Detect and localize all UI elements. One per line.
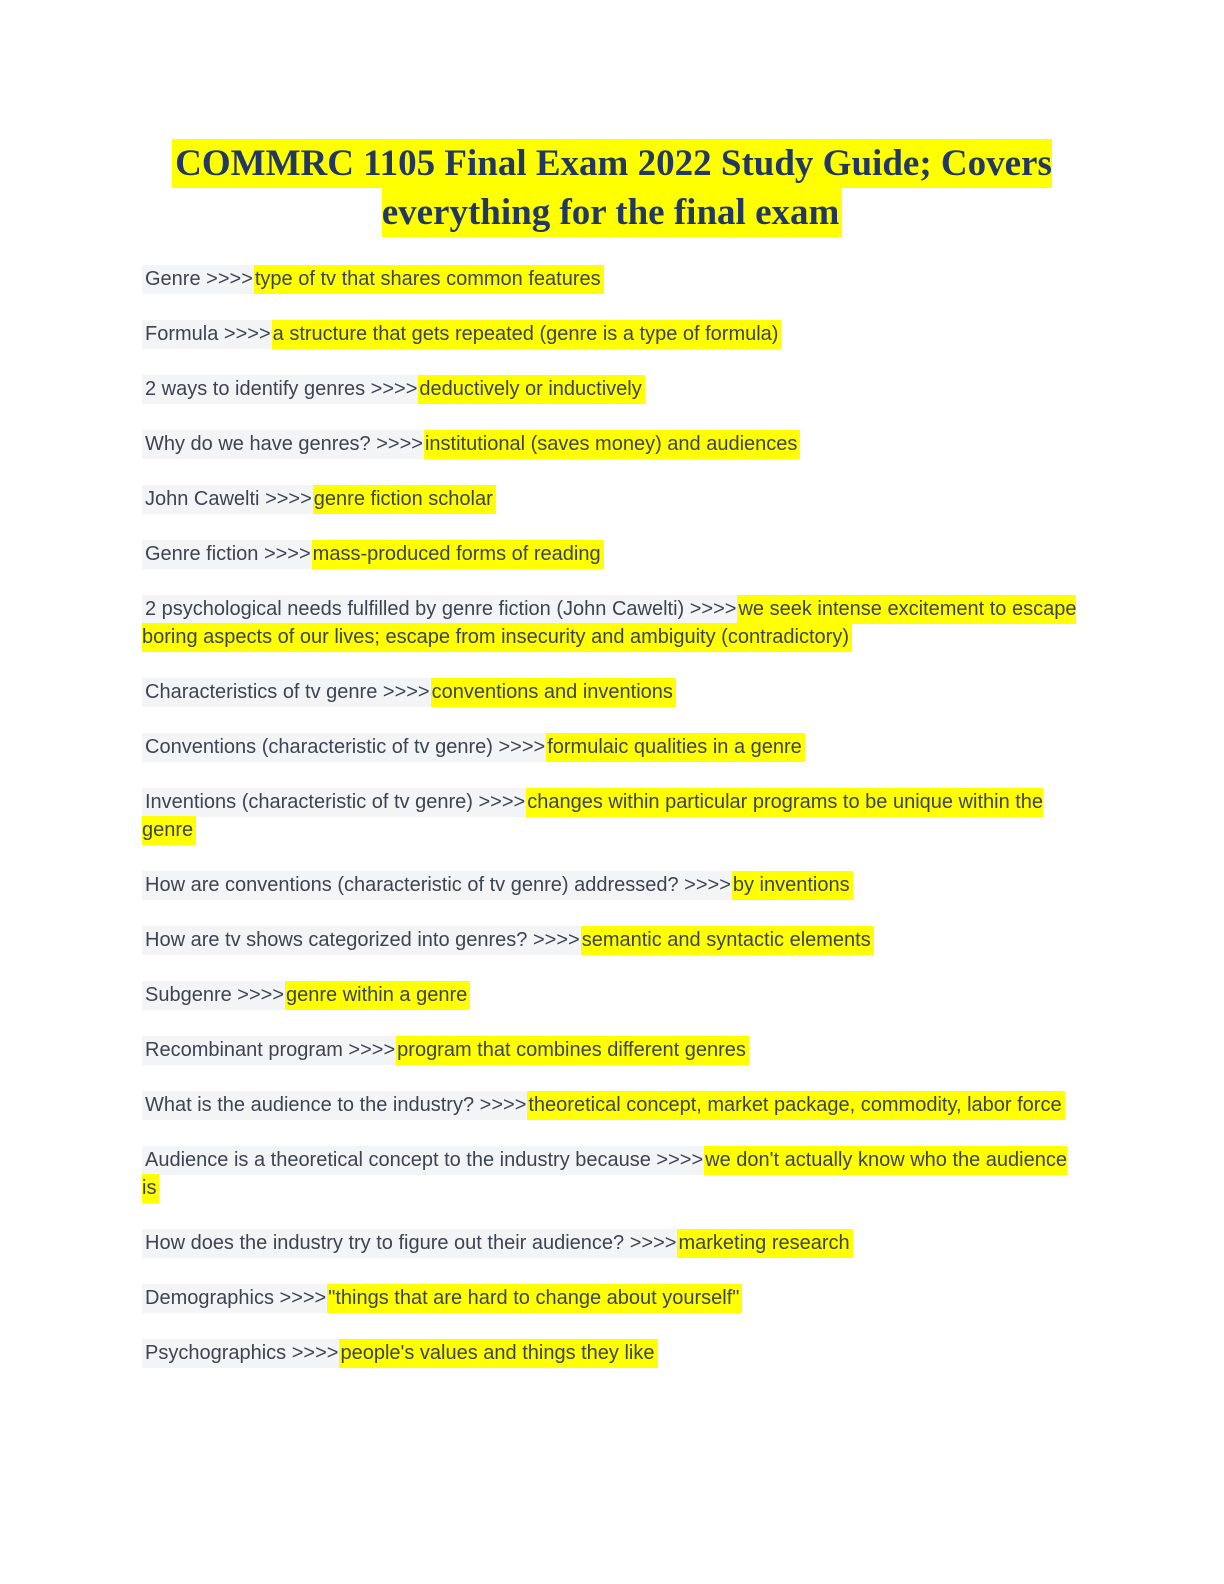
separator: >>>> xyxy=(370,432,423,455)
question-text xyxy=(142,1229,677,1258)
question-label: Formula xyxy=(145,322,219,345)
separator: >>>> xyxy=(200,267,253,290)
qa-item xyxy=(142,1146,1082,1202)
qa-item xyxy=(142,430,1082,458)
question-label: How are tv shows categorized into genres? xyxy=(145,928,528,951)
qa-list xyxy=(142,265,1082,1367)
question-text xyxy=(142,595,737,624)
separator: >>>> xyxy=(527,928,580,951)
question-text xyxy=(142,733,546,762)
question-text xyxy=(142,540,312,569)
question-label: Recombinant program xyxy=(145,1038,343,1061)
question-label: Audience is a theoretical concept to the industry because xyxy=(145,1148,651,1171)
question-label: Characteristics of tv genre xyxy=(145,680,378,703)
qa-item xyxy=(142,678,1082,706)
qa-item xyxy=(142,375,1082,403)
qa-item xyxy=(142,926,1082,954)
question-text xyxy=(142,1146,704,1175)
answer-highlight: marketing research xyxy=(677,1229,852,1258)
question-label: Conventions (characteristic of tv genre) xyxy=(145,735,493,758)
question-label: Demographics xyxy=(145,1286,274,1309)
separator: >>>> xyxy=(258,542,311,565)
answer-highlight: a structure that gets repeated (genre is a type of formula) xyxy=(272,320,782,349)
separator: >>>> xyxy=(492,735,546,758)
answer-highlight: people's values and things they like xyxy=(339,1339,657,1368)
qa-item xyxy=(142,1229,1082,1257)
question-text xyxy=(142,430,424,459)
qa-item xyxy=(142,1339,1082,1367)
answer-highlight: changes within particular programs to be unique within the genre xyxy=(142,788,1043,845)
separator: >>>> xyxy=(218,322,271,345)
answer-highlight: deductively or inductively xyxy=(418,375,644,404)
question-text xyxy=(142,981,285,1010)
separator: >>>> xyxy=(650,1148,704,1171)
question-text xyxy=(142,678,431,707)
qa-item xyxy=(142,788,1082,844)
separator: >>>> xyxy=(472,790,526,813)
answer-highlight: semantic and syntactic elements xyxy=(581,926,874,955)
answer-highlight: mass-produced forms of reading xyxy=(312,540,604,569)
answer-highlight: conventions and inventions xyxy=(431,678,676,707)
question-text xyxy=(142,375,418,404)
question-label: Genre xyxy=(145,267,201,290)
question-label: Psychographics xyxy=(145,1341,287,1364)
separator: >>>> xyxy=(259,487,312,510)
answer-highlight: theoretical concept, market package, commodity, labor force xyxy=(527,1091,1064,1120)
question-text xyxy=(142,1091,527,1120)
qa-item xyxy=(142,320,1082,348)
separator: >>>> xyxy=(365,377,418,400)
answer-highlight: formulaic qualities in a genre xyxy=(546,733,805,762)
answer-highlight: institutional (saves money) and audiences xyxy=(424,430,800,459)
qa-item xyxy=(142,733,1082,761)
qa-item xyxy=(142,1036,1082,1064)
answer-highlight: "things that are hard to change about yourself" xyxy=(327,1284,742,1313)
question-label: Why do we have genres? xyxy=(145,432,371,455)
separator: >>>> xyxy=(231,983,285,1006)
question-text xyxy=(142,788,526,817)
qa-item xyxy=(142,540,1082,568)
question-label: How does the industry try to figure out their audience? xyxy=(145,1231,625,1254)
qa-item xyxy=(142,485,1082,513)
page-title xyxy=(142,140,1082,238)
qa-item xyxy=(142,1091,1082,1119)
question-text xyxy=(142,265,254,294)
question-text xyxy=(142,1284,327,1313)
question-text xyxy=(142,926,581,955)
question-label: 2 ways to identify genres xyxy=(145,377,366,400)
answer-highlight: genre within a genre xyxy=(285,981,470,1010)
qa-item xyxy=(142,595,1082,651)
question-text xyxy=(142,1339,339,1368)
question-label: Genre fiction xyxy=(145,542,259,565)
separator: >>>> xyxy=(474,1093,527,1116)
question-label: John Cawelti xyxy=(145,487,260,510)
question-label: Subgenre xyxy=(145,983,232,1006)
answer-highlight: program that combines different genres xyxy=(396,1036,749,1065)
separator: >>>> xyxy=(377,680,430,703)
qa-item xyxy=(142,1284,1082,1312)
question-text xyxy=(142,320,272,349)
page-title-highlight: COMMRC 1105 Final Exam 2022 Study Guide; Covers everything for the final exam xyxy=(172,139,1052,237)
separator: >>>> xyxy=(678,873,731,896)
qa-item xyxy=(142,871,1082,899)
answer-highlight: genre fiction scholar xyxy=(313,485,496,514)
answer-highlight: type of tv that shares common features xyxy=(254,265,604,294)
answer-highlight: by inventions xyxy=(732,871,853,900)
answer-highlight: we seek intense excitement to escape boring aspects of our lives; escape from insecurity and ambiguity (contradictory) xyxy=(142,595,1076,652)
question-label: Inventions (characteristic of tv genre) xyxy=(145,790,473,813)
separator: >>>> xyxy=(684,597,737,620)
question-text xyxy=(142,871,732,900)
question-text xyxy=(142,1036,396,1065)
answer-highlight: we don't actually know who the audience is xyxy=(142,1146,1067,1203)
question-label: How are conventions (characteristic of tv genre) addressed? xyxy=(145,873,679,896)
separator: >>>> xyxy=(624,1231,677,1254)
separator: >>>> xyxy=(342,1038,396,1061)
question-label: 2 psychological needs fulfilled by genre fiction (John Cawelti) xyxy=(145,597,685,620)
qa-item xyxy=(142,265,1082,293)
question-text xyxy=(142,485,313,514)
qa-item xyxy=(142,981,1082,1009)
question-label: What is the audience to the industry? xyxy=(145,1093,475,1116)
separator: >>>> xyxy=(286,1341,339,1364)
separator: >>>> xyxy=(273,1286,327,1309)
